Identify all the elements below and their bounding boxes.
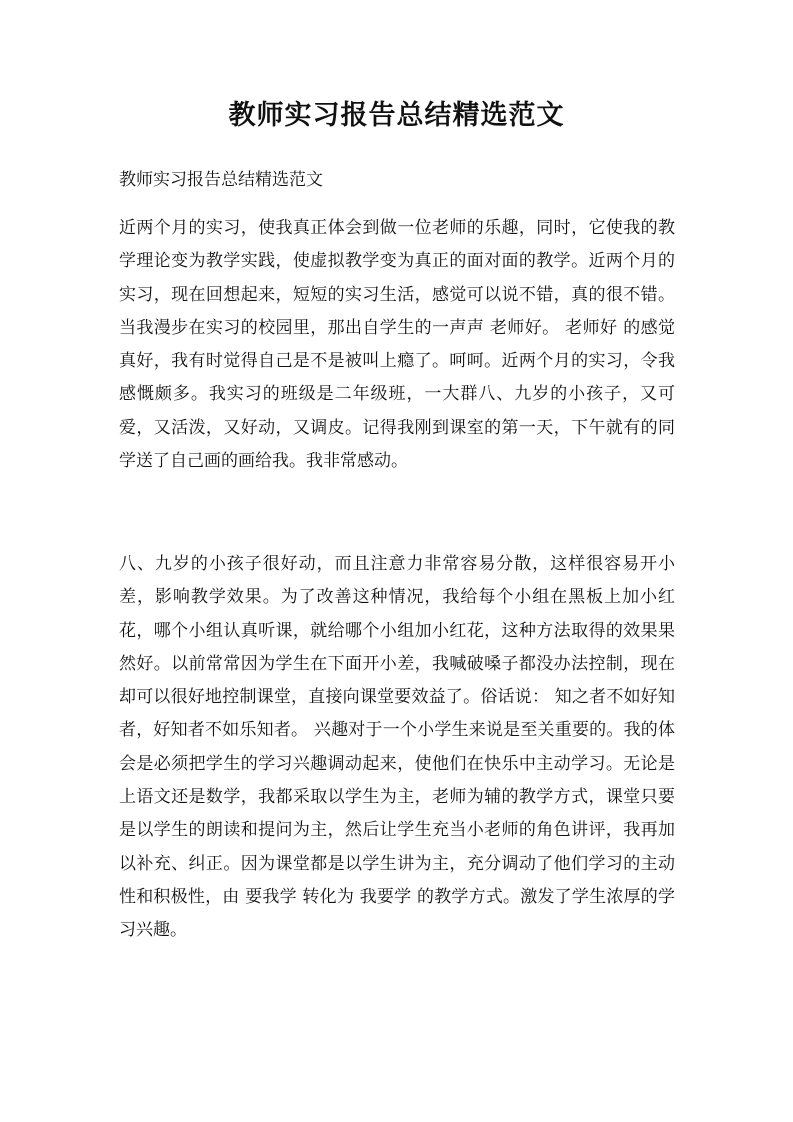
document-subtitle: 教师实习报告总结精选范文 [119, 170, 323, 190]
paragraph-2: 八、九岁的小孩子很好动，而且注意力非常容易分散，这样很容易开小差，影响教学效果。为了改善这种情况，我给每个小组在黑板上加小红花，哪个小组认真听课，就给哪个小组加小红花，这种方法取得的效果果然好。以前常常因为学生在下面开小差，我喊破嗓子都没办法控制，现在却可以很好地控制课堂，直接向课堂要效益了。俗话说： 知之者不如好知者，好知者不如乐知者。 兴趣对于一个小学生来说是至关重要的。我的体会是必须把学生的学习兴趣调动起来，使他们在快乐中主动学习。无论是上语文还是数学，我都采取以学生为主，老师为辅的教学方式，课堂只要是以学生的朗读和提问为主，然后让学生充当小老师的角色讲评，我再加以补充、纠正。因为课堂都是以学生讲为主，充分调动了他们学习的主动性和积极性，由 要我学 转化为 我要学 的教学方式。激发了学生浓厚的学习兴趣。 [119, 554, 675, 941]
document-title: 教师实习报告总结精选范文 [228, 100, 565, 131]
paragraph-1: 近两个月的实习，使我真正体会到做一位老师的乐趣，同时，它使我的教学理论变为教学实践，使虚拟教学变为真正的面对面的教学。近两个月的实习，现在回想起来，短短的实习生活，感觉可以说不错，真的很不错。当我漫步在实习的校园里，那出自学生的一声声 老师好。 老师好 的感觉真好，我有时觉得自己是不是被叫上瘾了。呵呵。近两个月的实习，令我感慨颇多。我实习的班级是二年级班，一大群八、九岁的小孩子，又可爱，又活泼，又好动，又调皮。记得我刚到课室的第一天，下午就有的同学送了自己画的画给我。我非常感动。 [119, 218, 675, 472]
